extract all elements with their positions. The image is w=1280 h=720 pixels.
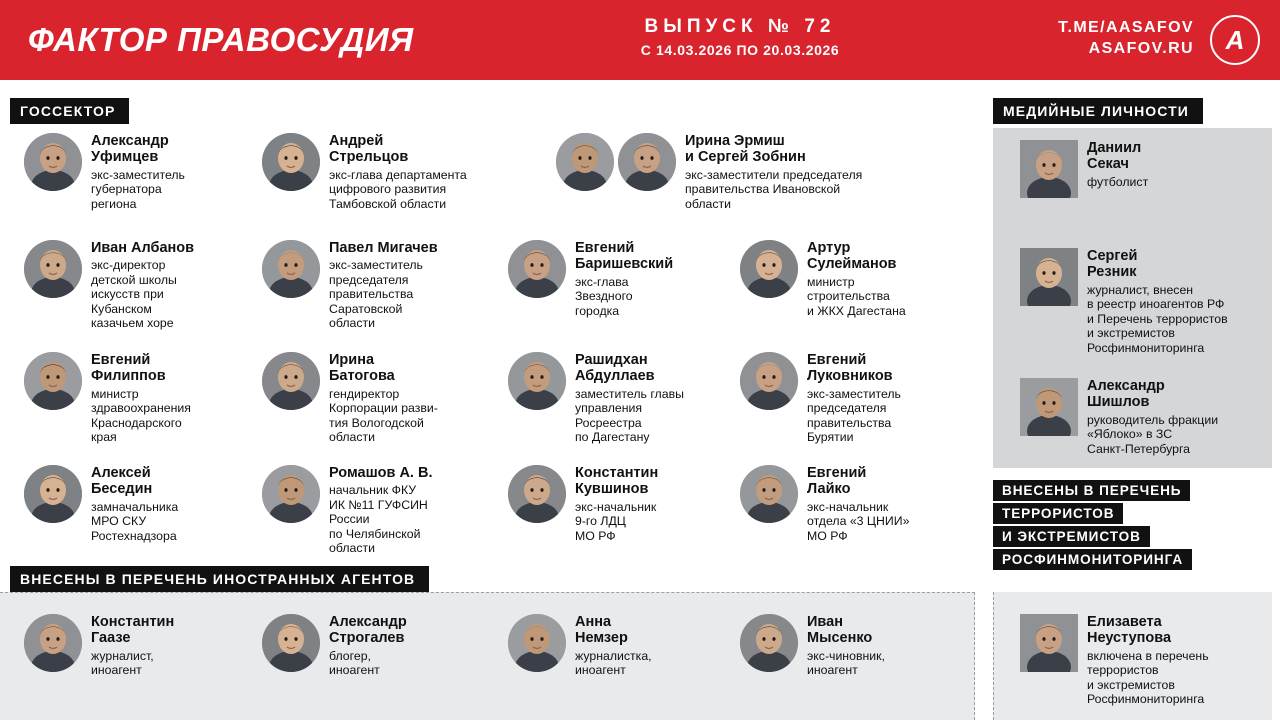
portrait-photo bbox=[24, 352, 82, 410]
person-name: Евгений Филиппов bbox=[91, 352, 166, 385]
person-role: экс-чиновник, иноагент bbox=[807, 648, 885, 678]
person-name: Константин Гаазе bbox=[91, 614, 175, 647]
person-card bbox=[262, 352, 492, 445]
person-name: Ирина Эрмиш и Сергей Зобнин bbox=[685, 133, 806, 166]
person-text bbox=[1087, 614, 1209, 707]
person-text bbox=[1087, 140, 1148, 189]
person-role: экс-заместитель председателя правительства Саратовской области bbox=[329, 258, 423, 331]
portrait-photo bbox=[24, 240, 82, 298]
portrait-photo bbox=[556, 133, 614, 191]
person-card bbox=[740, 465, 970, 543]
person-role: экс-заместитель губернатора региона bbox=[91, 167, 185, 211]
portrait-photo bbox=[508, 240, 566, 298]
person-card bbox=[24, 133, 234, 211]
person-card bbox=[508, 352, 723, 445]
terror-list-label-stack bbox=[993, 480, 1278, 572]
person-text bbox=[575, 465, 658, 543]
person-text bbox=[329, 240, 438, 331]
terror-label-line: ВНЕСЕНЫ В ПЕРЕЧЕНЬ bbox=[993, 480, 1190, 501]
person-card bbox=[1020, 614, 1270, 707]
person-name: Артур Сулейманов bbox=[807, 240, 897, 273]
person-name: Евгений Лайко bbox=[807, 465, 867, 498]
person-name: Ирина Батогова bbox=[329, 352, 395, 385]
person-role: журналист, внесен в реестр иноагентов РФ и Перечень террористов и экстремистов Росфинмониторинга bbox=[1087, 282, 1228, 355]
media-label: МЕДИЙНЫЕ ЛИЧНОСТИ bbox=[993, 98, 1203, 124]
person-card bbox=[24, 240, 234, 331]
portrait-photo bbox=[740, 352, 798, 410]
person-card bbox=[740, 352, 970, 445]
portrait-photo bbox=[262, 240, 320, 298]
person-card bbox=[262, 465, 492, 556]
person-name: Иван Мысенко bbox=[807, 614, 873, 647]
person-role: начальник ФКУ ИК №11 ГУФСИН России по Челябинской области bbox=[329, 483, 428, 556]
person-text bbox=[1087, 248, 1228, 355]
person-name: Сергей Резник bbox=[1087, 248, 1138, 281]
person-card bbox=[556, 133, 966, 211]
person-name: Анна Немзер bbox=[575, 614, 628, 647]
person-text bbox=[807, 352, 901, 445]
person-text bbox=[807, 614, 885, 678]
portrait-photo bbox=[740, 614, 798, 672]
person-role: включена в перечень террористов и экстремистов Росфинмониторинга bbox=[1087, 648, 1209, 707]
gos-sector-label: ГОССЕКТОР bbox=[10, 98, 129, 124]
person-name: Рашидхан Абдуллаев bbox=[575, 352, 655, 385]
foreign-agents-label-wrap bbox=[10, 566, 429, 592]
person-role: руководитель фракции «Яблоко» в ЗС Санкт-Петербурга bbox=[1087, 412, 1219, 456]
page-title: ФАКТОР ПРАВОСУДИЯ bbox=[28, 21, 414, 58]
issue-number: ВЫПУСК № 72 bbox=[644, 16, 836, 37]
person-text bbox=[575, 352, 684, 445]
page-header bbox=[0, 0, 1280, 80]
person-role: экс-заместители председателя правительства Ивановской области bbox=[685, 167, 863, 211]
portrait-photo-pair bbox=[556, 133, 676, 191]
portrait-photo bbox=[262, 465, 320, 523]
person-text bbox=[91, 352, 191, 445]
person-role: экс-глава департамента цифрового развития Тамбовской области bbox=[329, 167, 467, 211]
person-role: блогер, иноагент bbox=[329, 648, 380, 678]
issue-info bbox=[560, 16, 920, 58]
portrait-photo bbox=[740, 240, 798, 298]
person-name: Даниил Секач bbox=[1087, 140, 1142, 173]
person-text bbox=[91, 133, 185, 211]
person-text bbox=[575, 240, 673, 318]
portrait-photo bbox=[24, 465, 82, 523]
person-card bbox=[1020, 378, 1270, 456]
issue-dates: С 14.03.2026 ПО 20.03.2026 bbox=[640, 42, 840, 58]
person-role: замначальника МРО СКУ Ростехнадзора bbox=[91, 499, 179, 543]
portrait-photo bbox=[1020, 248, 1078, 306]
portrait-photo bbox=[1020, 378, 1078, 436]
section-divider bbox=[0, 560, 975, 561]
gos-sector-label-wrap bbox=[10, 98, 129, 124]
person-card bbox=[508, 465, 723, 543]
person-role: министр здравоохранения Краснодарского края bbox=[91, 386, 191, 445]
person-card bbox=[740, 614, 960, 678]
person-name: Константин Кувшинов bbox=[575, 465, 659, 498]
person-text bbox=[91, 240, 194, 331]
terror-label-line: И ЭКСТРЕМИСТОВ bbox=[993, 526, 1150, 547]
person-role: футболист bbox=[1087, 174, 1149, 189]
person-card bbox=[508, 614, 728, 678]
person-text bbox=[91, 465, 178, 543]
logo-letter: A bbox=[1225, 24, 1245, 55]
portrait-photo bbox=[1020, 140, 1078, 198]
terror-label-line: РОСФИНМОНИТОРИНГА bbox=[993, 549, 1192, 570]
person-text bbox=[1087, 378, 1218, 456]
person-name: Елизавета Неуступова bbox=[1087, 614, 1172, 647]
telegram-link[interactable]: T.ME/AASAFOV bbox=[1058, 19, 1194, 36]
person-card bbox=[508, 240, 723, 318]
person-card bbox=[262, 240, 492, 331]
person-text bbox=[807, 240, 906, 318]
media-label-wrap bbox=[993, 98, 1203, 124]
person-role: заместитель главы управления Росреестра по Дагестану bbox=[575, 386, 684, 445]
brand-logo bbox=[1210, 15, 1260, 65]
person-text bbox=[329, 614, 407, 678]
person-role: экс-глава Звездного городка bbox=[575, 274, 633, 318]
person-name: Евгений Луковников bbox=[807, 352, 893, 385]
foreign-agents-label: ВНЕСЕНЫ В ПЕРЕЧЕНЬ ИНОСТРАННЫХ АГЕНТОВ bbox=[10, 566, 429, 592]
portrait-photo bbox=[262, 352, 320, 410]
portrait-photo bbox=[24, 614, 82, 672]
person-text bbox=[329, 133, 467, 211]
portrait-photo bbox=[262, 133, 320, 191]
person-name: Иван Албанов bbox=[91, 240, 195, 256]
person-card bbox=[24, 352, 234, 445]
person-text bbox=[685, 133, 862, 211]
person-role: экс-начальник 9-го ЛДЦ МО РФ bbox=[575, 499, 657, 543]
person-name: Ромашов А. В. bbox=[329, 465, 433, 481]
portrait-photo bbox=[1020, 614, 1078, 672]
portrait-photo bbox=[24, 133, 82, 191]
portrait-photo bbox=[262, 614, 320, 672]
person-card bbox=[740, 240, 970, 318]
person-text bbox=[807, 465, 909, 543]
person-card bbox=[1020, 248, 1270, 355]
portrait-photo bbox=[508, 614, 566, 672]
person-role: экс-заместитель председателя правительства Бурятии bbox=[807, 386, 901, 445]
person-name: Евгений Баришевский bbox=[575, 240, 674, 273]
person-card bbox=[24, 614, 244, 678]
person-role: журналистка, иноагент bbox=[575, 648, 652, 678]
person-card bbox=[24, 465, 234, 543]
person-text bbox=[575, 614, 652, 678]
person-text bbox=[91, 614, 174, 678]
person-name: Александр Шишлов bbox=[1087, 378, 1165, 411]
person-role: экс-начальник отдела «3 ЦНИИ» МО РФ bbox=[807, 499, 910, 543]
person-text bbox=[329, 352, 438, 445]
person-role: журналист, иноагент bbox=[91, 648, 154, 678]
terror-label-line: ТЕРРОРИСТОВ bbox=[993, 503, 1123, 524]
person-card bbox=[262, 614, 482, 678]
portrait-photo bbox=[508, 352, 566, 410]
portrait-photo bbox=[740, 465, 798, 523]
person-role: министр строительства и ЖКХ Дагестана bbox=[807, 274, 906, 318]
person-name: Александр Уфимцев bbox=[91, 133, 169, 166]
person-name: Андрей Стрельцов bbox=[329, 133, 409, 166]
person-card bbox=[1020, 140, 1270, 198]
contact-links bbox=[1058, 19, 1194, 58]
person-name: Алексей Беседин bbox=[91, 465, 153, 498]
person-name: Павел Мигачев bbox=[329, 240, 438, 256]
portrait-photo bbox=[508, 465, 566, 523]
portrait-photo bbox=[618, 133, 676, 191]
person-role: экс-директор детской школы искусств при Кубанском казачьем хоре bbox=[91, 258, 177, 331]
person-card bbox=[262, 133, 512, 211]
person-role: гендиректор Корпорации разви- тия Вологодской области bbox=[329, 386, 438, 445]
website-link[interactable]: ASAFOV.RU bbox=[1088, 40, 1194, 57]
person-text bbox=[329, 465, 433, 556]
person-name: Александр Строгалев bbox=[329, 614, 407, 647]
